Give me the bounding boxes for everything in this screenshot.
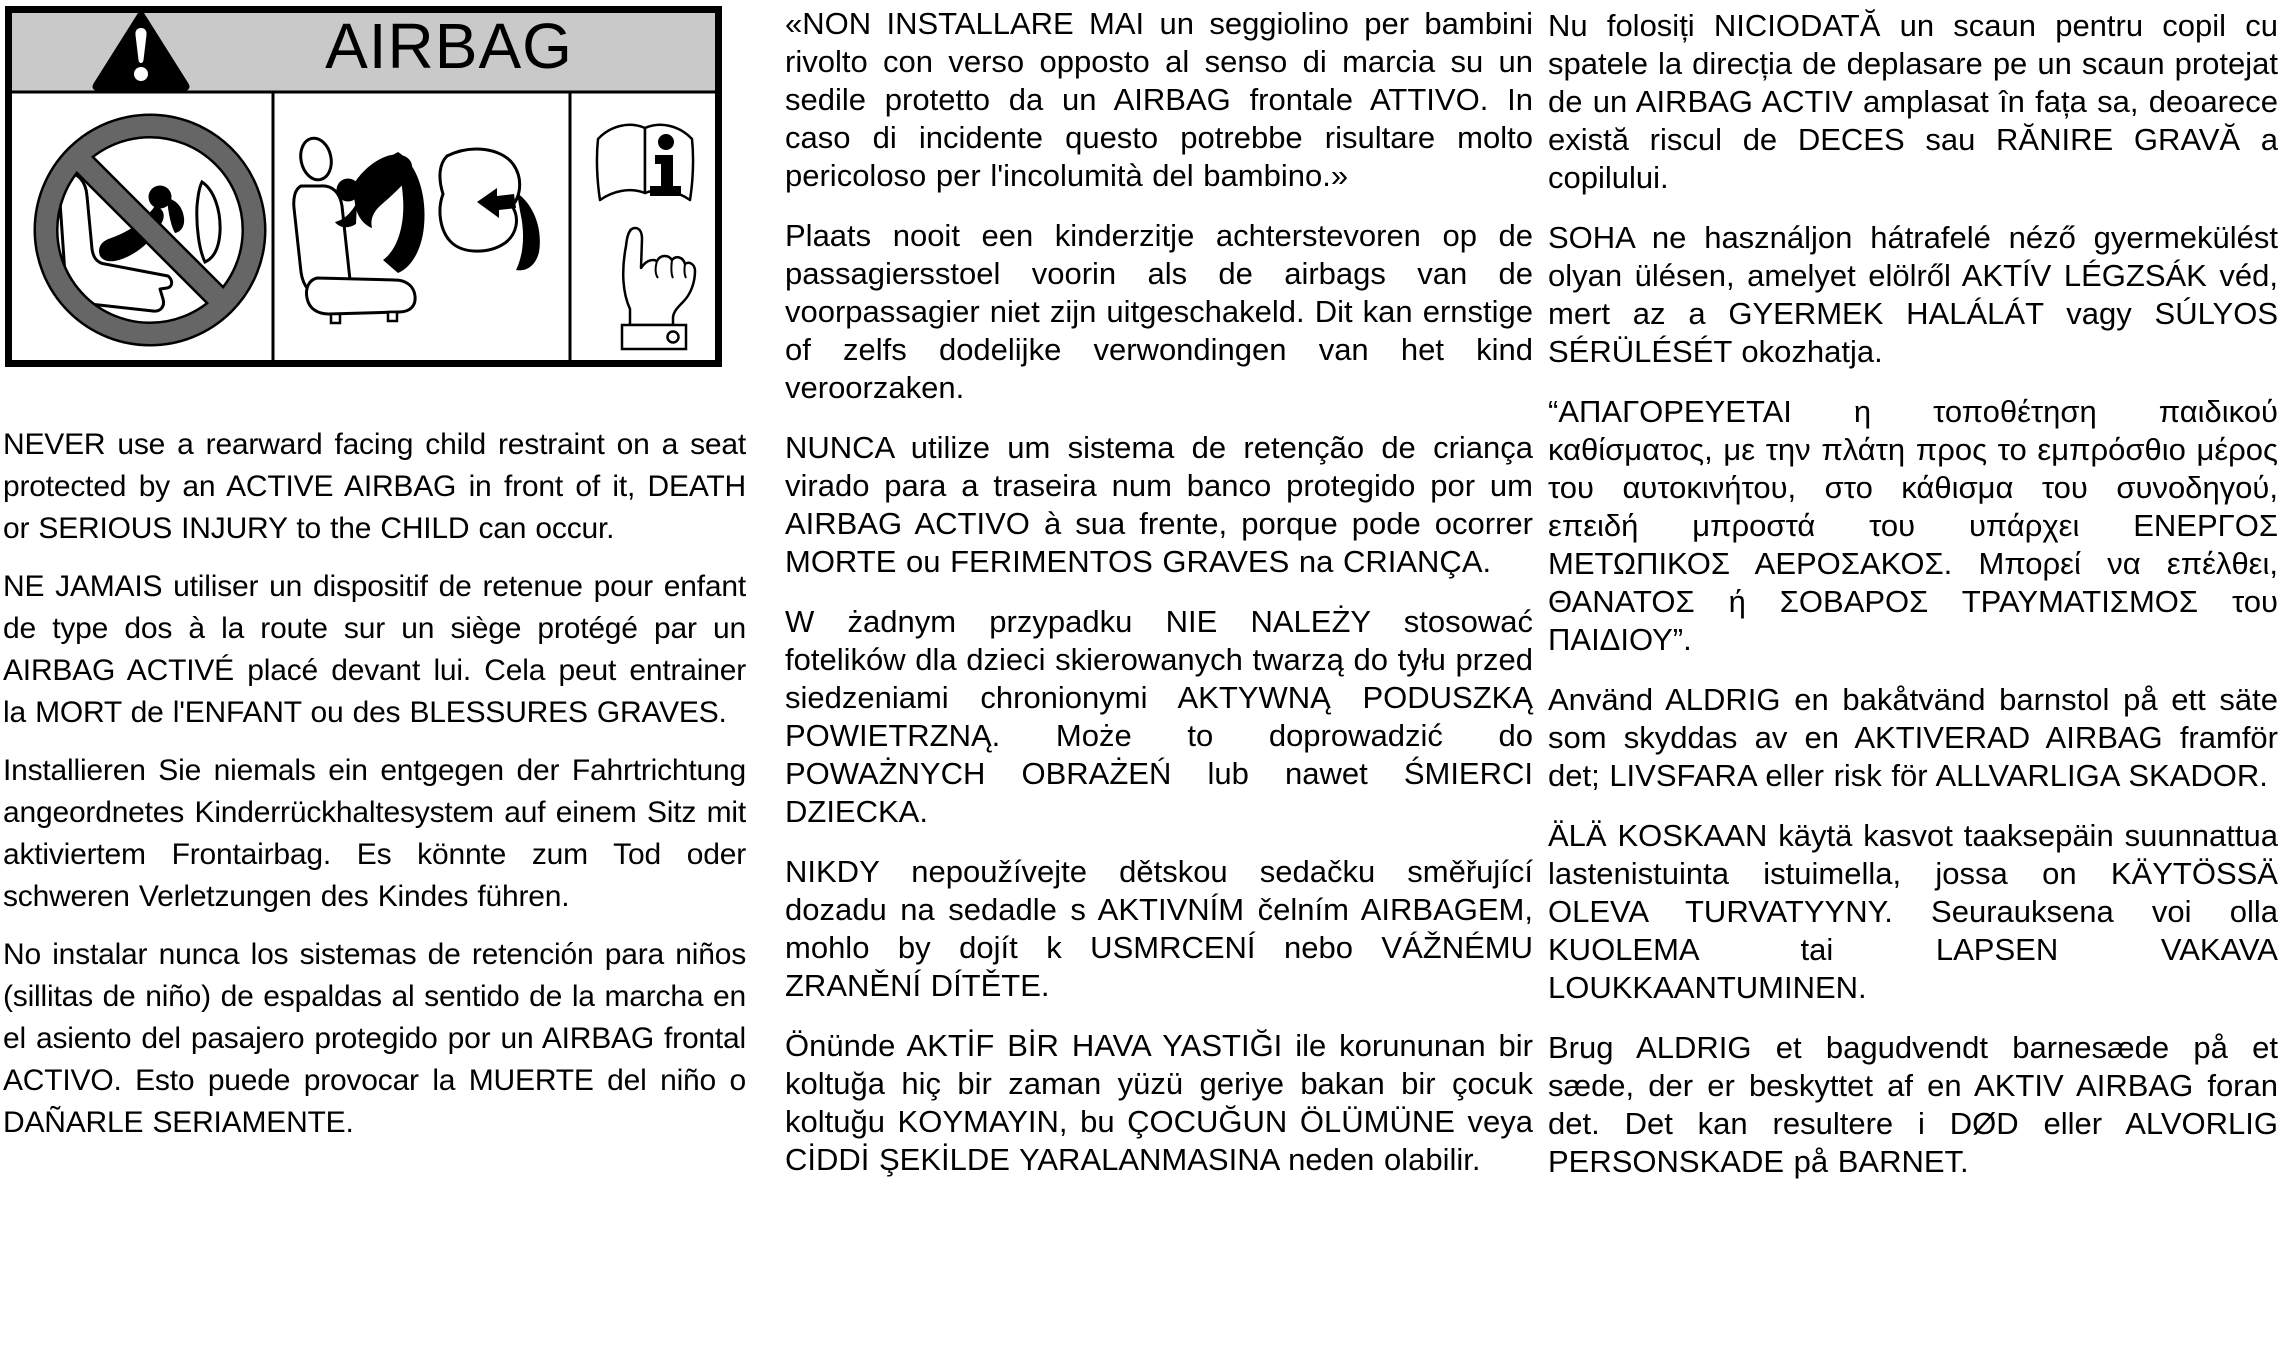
paragraph-greek: “ΑΠΑΓΟΡΕΥΕΤΑΙ η τοποθέτηση παιδικού καθίσματος, με την πλάτη προς το εμπρόσθιο μέρος του αυτοκινήτου, στο κάθισμα του συνοδηγού, επειδή μπροστά του υπάρχει ΕΝΕΡΓΟΣ ΜΕΤΩΠΙΚΟΣ ΑΕΡΟΣΑΚΟΣ. Μπορεί να επέλθει, ΘΑΝΑΤΟΣ ή ΣΟΒΑΡΟΣ ΤΡΑΥΜΑΤΙΣΜΟΣ του ΠΑΙΔΙΟΥ”. [1548, 394, 2278, 657]
paragraph-polish: W żadnym przypadku NIE NALEŻY stosować fotelików dla dzieci skierowanych twarzą do tyłu przed siedzeniami chronionymi AKTYWNĄ PODUSZKĄ POWIETRZNĄ. Może to doprowadzić do POWAŻNYCH OBRAŻEŃ lub nawet ŚMIERCI DZIECKA. [785, 604, 1533, 829]
paragraph-romanian: Nu folosiți NICIODATĂ un scaun pentru copil cu spatele la direcția de deplasare pe un scaun protejat de un AIRBAG ACTIV amplasat în fața sa, deoarece există riscul de DECES sau RĂNIRE GRAVĂ a copilului. [1548, 8, 2278, 195]
paragraph-portuguese: NUNCA utilize um sistema de retenção de criança virado para a traseira num banco protegido por um AIRBAG ACTIVO à sua frente, porque pode ocorrer MORTE ou FERIMENTOS GRAVES na CRIANÇA. [785, 430, 1533, 579]
paragraph-german: Installieren Sie niemals ein entgegen der Fahrtrichtung angeordnetes Kinderrückhaltesystem auf einem Sitz mit aktiviertem Frontairbag. Es könnte zum Tod oder schweren Verletzungen des Kindes führen. [3, 754, 746, 913]
no-rearward-child-seat-icon [46, 126, 254, 334]
owners-manual-book-icon [597, 125, 693, 200]
paragraph-dutch: Plaats nooit een kinderzitje achterstevoren op de passagiersstoel voorin als de airbags van de voorpassagier niet zijn uitgeschakeld. Dit kan ernstige of zelfs dodelijke verwondingen van het kind veroorzaken. [785, 218, 1533, 405]
paragraph-french: NE JAMAIS utiliser un dispositif de retenue pour enfant de type dos à la route sur un siège protégé par un AIRBAG ACTIVÉ placé devant lui. Cela peut entrainer la MORT de l'ENFANT ou des BLESSURES GRAVES. [3, 570, 746, 729]
paragraph-czech: NIKDY nepoužívejte dětskou sedačku směřující dozadu na sedadle s AKTIVNÍM čelním AIRBAGEM, mohlo by dojít k USMRCENÍ nebo VÁŽNÉMU ZRANĚNÍ DÍTĚTE. [785, 854, 1533, 1003]
paragraph-danish: Brug ALDRIG et bagudvendt barnesæde på et sæde, der er beskyttet af en AKTIV AIRBAG foran det. Det kan resultere i DØD eller ALVORLIG PERSONSKADE på BARNET. [1548, 1030, 2278, 1179]
paragraph-swedish: Använd ALDRIG en bakåtvänd barnstol på ett säte som skyddas av en AKTIVERAD AIRBAG framför det; LIVSFARA eller risk för ALLVARLIGA SKADOR. [1548, 682, 2278, 793]
column-right [1548, 7, 2278, 1203]
column-middle [785, 5, 1533, 1201]
paragraph-english: NEVER use a rearward facing child restraint on a seat protected by an ACTIVE AIRBAG in front of it, DEATH or SERIOUS INJURY to the CHILD can occur. [3, 428, 746, 545]
paragraph-turkish: Önünde AKTİF BİR HAVA YASTIĞI ile korununan bir koltuğa hiç bir zaman yüzü geriye bakan bir çocuk koltuğu KOYMAYIN, bu ÇOCUĞUN ÖLÜMÜNE veya CİDDİ ŞEKİLDE YARALANMASINA neden olabilir. [785, 1028, 1533, 1177]
airbag-title: AIRBAG [325, 10, 573, 82]
paragraph-finnish: ÄLÄ KOSKAAN käytä kasvot taaksepäin suunnattua lastenistuinta istuimella, jossa on KÄYTÖSSÄ OLEVA TURVATYYNY. Seurauksena voi olla KUOLEMA tai LAPSEN VAKAVA LOUKKAANTUMINEN. [1548, 818, 2278, 1005]
paragraph-hungarian: SOHA ne használjon hátrafelé néző gyermekülést olyan ülésen, amelyet elölről AKTÍV LÉGZSÁK véd, mert az a GYERMEK HALÁLÁT vagy SÚLYOS SÉRÜLÉSÉT okozhatja. [1548, 220, 2278, 369]
paragraph-italian: «NON INSTALLARE MAI un seggiolino per bambini rivolto con verso opposto al senso di marcia su un sedile protetto da un AIRBAG frontale ATTIVO. In caso di incidente questo potrebbe risultare molto pericoloso per l'incolumità del bambino.» [785, 6, 1533, 193]
airbag-warning-label-graphic [5, 6, 722, 367]
column-left [3, 424, 746, 1160]
paragraph-spanish: No instalar nunca los sistemas de retención para niños (sillitas de niño) de espaldas al sentido de la marcha en el asiento del pasajero protegido por un AIRBAG frontal ACTIVO. Esto puede provocar la MUERTE del niño o DAÑARLE SERIAMENTE. [3, 938, 746, 1139]
